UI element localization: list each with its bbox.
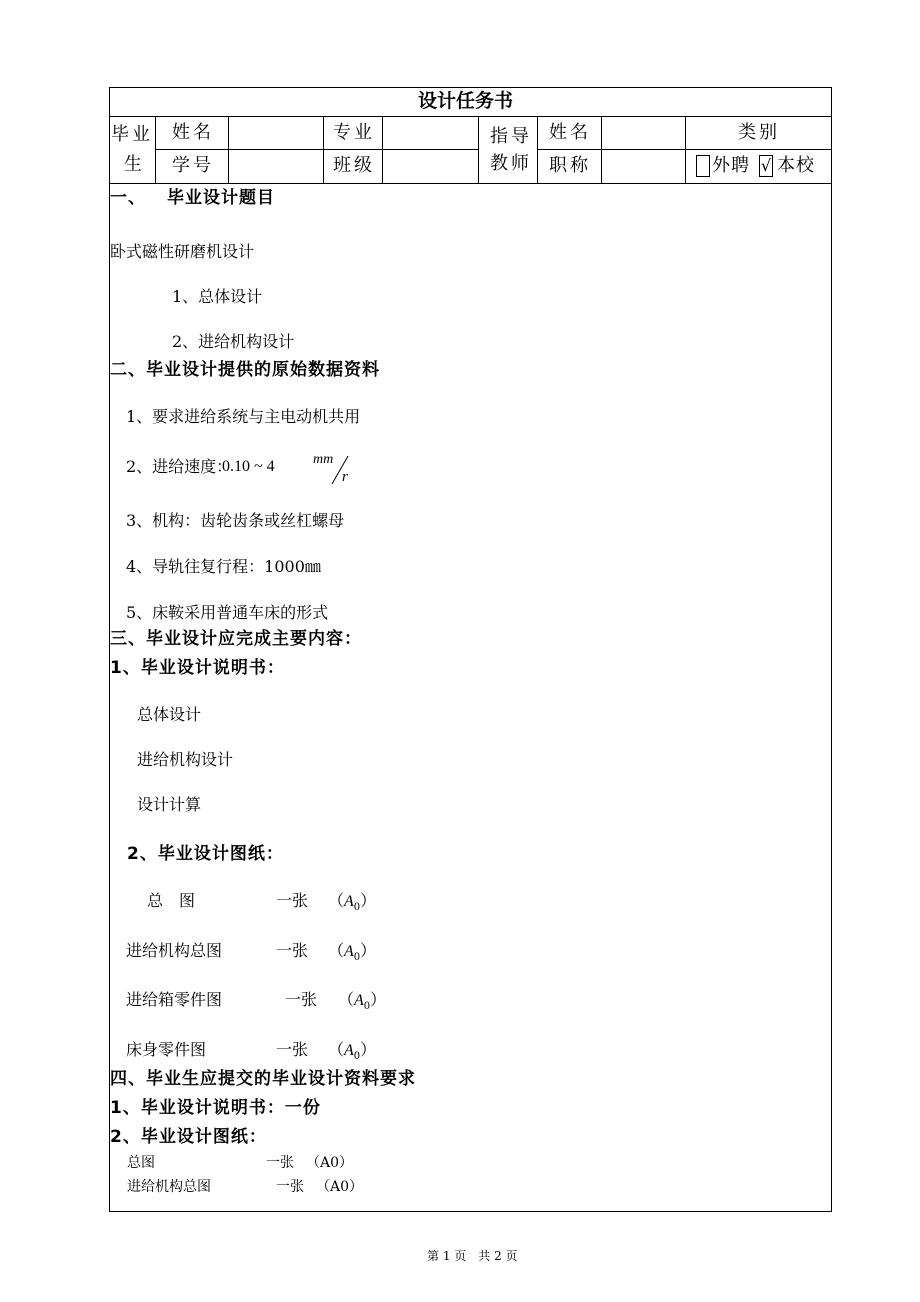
drawing-qty: 一张	[285, 990, 318, 1009]
drawing-size-letter: A	[344, 1042, 354, 1059]
section4-sub2: 2、毕业设计图纸：	[110, 1127, 267, 1147]
section3-sub1-heading: 1、毕业设计说明书：	[110, 658, 285, 678]
content-item: 总体设计	[137, 705, 202, 724]
external-checkbox[interactable]	[696, 155, 710, 177]
document-title: 设计任务书	[418, 90, 514, 112]
drawing-qty: 一张	[276, 1040, 309, 1059]
design-topic: 卧式磁性研磨机设计	[110, 242, 255, 261]
drawing-size: （A0）	[306, 1155, 354, 1171]
job-title-label: 职称	[549, 155, 591, 176]
student-id-label: 学号	[172, 155, 214, 176]
drawing-size: $(A_0)$	[328, 891, 377, 913]
grid-line	[382, 116, 383, 183]
advisor-label-line2: 教师	[490, 153, 532, 174]
external-label: 外聘	[712, 155, 750, 176]
section4-sub1: 1、毕业设计说明书：一份	[110, 1098, 321, 1118]
data-item: 4、导轨往复行程：1000㎜	[126, 557, 321, 576]
drawing-size: $(A_0)$	[328, 1040, 377, 1062]
topic-item: 2、进给机构设计	[172, 332, 295, 351]
data-item: 5、床鞍采用普通车床的形式	[126, 603, 329, 622]
content-item: 进给机构设计	[137, 750, 234, 769]
drawing-name: 总图	[127, 1155, 155, 1171]
section3-heading: 三、毕业设计应完成主要内容：	[110, 629, 362, 649]
page-number: 第 1 页 共 2 页	[427, 1249, 518, 1263]
drawing-qty: 一张	[276, 1179, 304, 1195]
advisor-label-line1: 指导	[490, 126, 532, 147]
section1-heading-num: 一、	[110, 188, 146, 208]
feed-speed-value: 0.10 ~ 4	[222, 458, 275, 475]
section4-heading: 四、毕业生应提交的毕业设计资料要求	[110, 1069, 416, 1089]
grid-line	[323, 116, 324, 183]
grid-line	[537, 116, 538, 183]
grid-line	[155, 116, 156, 183]
drawing-name: 进给机构总图	[126, 941, 223, 960]
grid-line	[155, 149, 478, 150]
topic-item: 1、总体设计	[172, 287, 263, 306]
internal-checkbox[interactable]: √	[760, 156, 772, 175]
drawing-size-letter: A	[344, 943, 354, 960]
drawing-qty: 一张	[276, 941, 309, 960]
class-label: 班级	[333, 155, 375, 176]
drawing-size-sub: 0	[363, 1001, 371, 1012]
grid-line	[601, 116, 602, 183]
section1-heading: 毕业设计题目	[167, 188, 275, 208]
grid-line	[228, 116, 229, 183]
grid-line	[109, 183, 832, 184]
name-label: 姓名	[172, 122, 214, 143]
drawing-size: （A0）	[316, 1179, 364, 1195]
data-item: 3、机构：齿轮齿条或丝杠螺母	[126, 511, 345, 530]
content-item: 设计计算	[137, 795, 202, 814]
category-label: 类别	[738, 122, 780, 143]
feed-speed-unit-denominator: r	[342, 469, 348, 485]
drawing-size-sub: 0	[353, 952, 361, 963]
drawing-size: $(A_0)$	[328, 941, 377, 963]
data-item: 1、要求进给系统与主电动机共用	[126, 407, 361, 426]
drawing-name: 床身零件图	[126, 1040, 207, 1059]
drawing-name: 进给箱零件图	[126, 990, 223, 1009]
feed-speed-unit-numerator: mm	[313, 452, 334, 467]
major-label: 专业	[333, 122, 375, 143]
grid-line	[478, 116, 479, 183]
grid-line	[685, 116, 686, 183]
student-label-line2: 生	[124, 154, 145, 175]
fraction-slash	[328, 452, 352, 488]
section2-heading: 二、毕业设计提供的原始数据资料	[110, 360, 380, 380]
drawing-size-letter: A	[354, 992, 364, 1009]
drawing-size: $(A_0)$	[338, 990, 387, 1012]
student-label-line1: 毕业	[111, 124, 153, 145]
drawing-name: 进给机构总图	[127, 1179, 211, 1195]
section3-sub2-heading: 2、毕业设计图纸：	[127, 844, 284, 864]
internal-label: 本校	[777, 155, 815, 176]
drawing-qty: 一张	[276, 891, 309, 910]
drawing-size-sub: 0	[353, 902, 361, 913]
drawing-size-letter: A	[344, 893, 354, 910]
drawing-qty: 一张	[266, 1155, 294, 1171]
data-item: 2、进给速度：	[126, 457, 233, 476]
grid-line	[109, 116, 832, 117]
drawing-size-sub: 0	[353, 1051, 361, 1062]
advisor-name-label: 姓名	[549, 122, 591, 143]
drawing-name: 总 图	[147, 891, 196, 910]
